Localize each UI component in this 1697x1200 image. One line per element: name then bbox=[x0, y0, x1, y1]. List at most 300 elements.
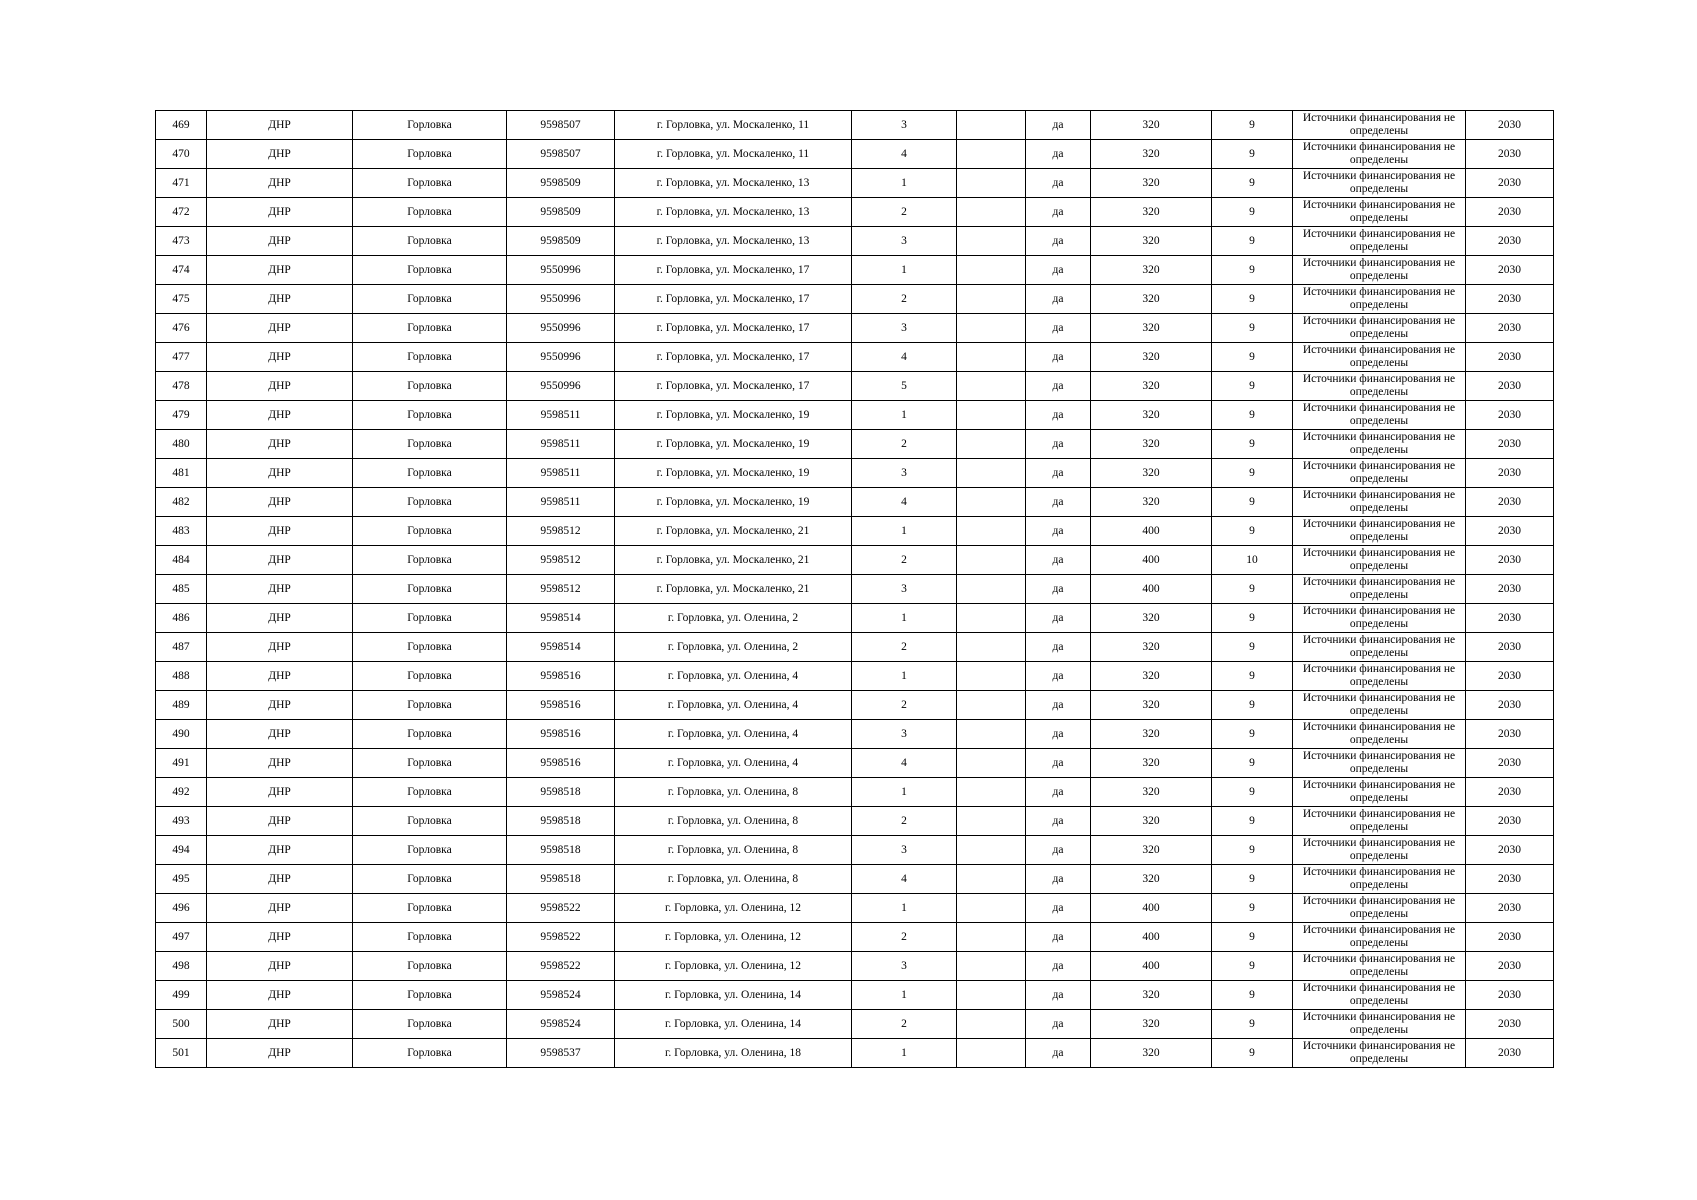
floors-cell: 9 bbox=[1212, 343, 1293, 372]
floors-cell: 10 bbox=[1212, 546, 1293, 575]
table-row bbox=[156, 198, 1554, 227]
city-cell: Горловка bbox=[353, 111, 507, 140]
building-id-cell: 9550996 bbox=[507, 343, 615, 372]
value-cell: 320 bbox=[1091, 256, 1212, 285]
entrance-cell: 1 bbox=[852, 256, 957, 285]
entrance-cell: 2 bbox=[852, 691, 957, 720]
funding-cell: Источники финансирования не определены bbox=[1293, 488, 1466, 517]
region-cell: ДНР bbox=[207, 575, 353, 604]
address-cell: г. Горловка, ул. Москаленко, 17 bbox=[615, 314, 852, 343]
table-row bbox=[156, 372, 1554, 401]
funding-cell: Источники финансирования не определены bbox=[1293, 198, 1466, 227]
entrance-cell: 1 bbox=[852, 1039, 957, 1068]
entrance-cell: 3 bbox=[852, 575, 957, 604]
year-cell: 2030 bbox=[1466, 1039, 1554, 1068]
entrance-cell: 3 bbox=[852, 952, 957, 981]
empty-cell bbox=[957, 923, 1026, 952]
empty-cell bbox=[957, 459, 1026, 488]
entrance-cell: 1 bbox=[852, 894, 957, 923]
flag-cell: да bbox=[1026, 923, 1091, 952]
table-row bbox=[156, 169, 1554, 198]
city-cell: Горловка bbox=[353, 952, 507, 981]
empty-cell bbox=[957, 314, 1026, 343]
address-cell: г. Горловка, ул. Москаленко, 19 bbox=[615, 401, 852, 430]
table-row bbox=[156, 343, 1554, 372]
floors-cell: 9 bbox=[1212, 952, 1293, 981]
table-row bbox=[156, 836, 1554, 865]
row-number-cell: 490 bbox=[156, 720, 207, 749]
flag-cell: да bbox=[1026, 488, 1091, 517]
city-cell: Горловка bbox=[353, 198, 507, 227]
row-number-cell: 475 bbox=[156, 285, 207, 314]
row-number-cell: 498 bbox=[156, 952, 207, 981]
table-body bbox=[156, 111, 1554, 1068]
region-cell: ДНР bbox=[207, 778, 353, 807]
building-id-cell: 9598524 bbox=[507, 1010, 615, 1039]
flag-cell: да bbox=[1026, 343, 1091, 372]
row-number-cell: 497 bbox=[156, 923, 207, 952]
funding-cell: Источники финансирования не определены bbox=[1293, 662, 1466, 691]
year-cell: 2030 bbox=[1466, 1010, 1554, 1039]
value-cell: 320 bbox=[1091, 285, 1212, 314]
value-cell: 320 bbox=[1091, 227, 1212, 256]
city-cell: Горловка bbox=[353, 169, 507, 198]
year-cell: 2030 bbox=[1466, 923, 1554, 952]
entrance-cell: 3 bbox=[852, 111, 957, 140]
value-cell: 400 bbox=[1091, 575, 1212, 604]
entrance-cell: 2 bbox=[852, 198, 957, 227]
entrance-cell: 4 bbox=[852, 343, 957, 372]
year-cell: 2030 bbox=[1466, 169, 1554, 198]
flag-cell: да bbox=[1026, 749, 1091, 778]
empty-cell bbox=[957, 256, 1026, 285]
funding-cell: Источники финансирования не определены bbox=[1293, 1010, 1466, 1039]
empty-cell bbox=[957, 633, 1026, 662]
flag-cell: да bbox=[1026, 720, 1091, 749]
floors-cell: 9 bbox=[1212, 981, 1293, 1010]
building-id-cell: 9598516 bbox=[507, 720, 615, 749]
funding-cell: Источники финансирования не определены bbox=[1293, 807, 1466, 836]
value-cell: 400 bbox=[1091, 546, 1212, 575]
funding-cell: Источники финансирования не определены bbox=[1293, 604, 1466, 633]
table-row bbox=[156, 575, 1554, 604]
empty-cell bbox=[957, 372, 1026, 401]
table-row bbox=[156, 459, 1554, 488]
entrance-cell: 3 bbox=[852, 227, 957, 256]
funding-cell: Источники финансирования не определены bbox=[1293, 256, 1466, 285]
region-cell: ДНР bbox=[207, 372, 353, 401]
region-cell: ДНР bbox=[207, 285, 353, 314]
floors-cell: 9 bbox=[1212, 488, 1293, 517]
table-row bbox=[156, 662, 1554, 691]
value-cell: 400 bbox=[1091, 517, 1212, 546]
table-row bbox=[156, 488, 1554, 517]
empty-cell bbox=[957, 691, 1026, 720]
value-cell: 320 bbox=[1091, 372, 1212, 401]
building-id-cell: 9598512 bbox=[507, 575, 615, 604]
funding-cell: Источники финансирования не определены bbox=[1293, 111, 1466, 140]
building-id-cell: 9598518 bbox=[507, 807, 615, 836]
value-cell: 320 bbox=[1091, 691, 1212, 720]
building-id-cell: 9598512 bbox=[507, 517, 615, 546]
funding-cell: Источники финансирования не определены bbox=[1293, 778, 1466, 807]
entrance-cell: 4 bbox=[852, 140, 957, 169]
entrance-cell: 2 bbox=[852, 430, 957, 459]
flag-cell: да bbox=[1026, 546, 1091, 575]
year-cell: 2030 bbox=[1466, 459, 1554, 488]
region-cell: ДНР bbox=[207, 1010, 353, 1039]
row-number-cell: 483 bbox=[156, 517, 207, 546]
year-cell: 2030 bbox=[1466, 836, 1554, 865]
region-cell: ДНР bbox=[207, 198, 353, 227]
table-row bbox=[156, 691, 1554, 720]
empty-cell bbox=[957, 894, 1026, 923]
row-number-cell: 500 bbox=[156, 1010, 207, 1039]
building-id-cell: 9598522 bbox=[507, 894, 615, 923]
value-cell: 320 bbox=[1091, 836, 1212, 865]
value-cell: 320 bbox=[1091, 633, 1212, 662]
city-cell: Горловка bbox=[353, 546, 507, 575]
city-cell: Горловка bbox=[353, 227, 507, 256]
year-cell: 2030 bbox=[1466, 662, 1554, 691]
funding-cell: Источники финансирования не определены bbox=[1293, 836, 1466, 865]
flag-cell: да bbox=[1026, 285, 1091, 314]
region-cell: ДНР bbox=[207, 111, 353, 140]
year-cell: 2030 bbox=[1466, 546, 1554, 575]
city-cell: Горловка bbox=[353, 865, 507, 894]
floors-cell: 9 bbox=[1212, 198, 1293, 227]
funding-cell: Источники финансирования не определены bbox=[1293, 169, 1466, 198]
building-id-cell: 9598516 bbox=[507, 662, 615, 691]
year-cell: 2030 bbox=[1466, 227, 1554, 256]
floors-cell: 9 bbox=[1212, 140, 1293, 169]
building-id-cell: 9598509 bbox=[507, 198, 615, 227]
year-cell: 2030 bbox=[1466, 633, 1554, 662]
region-cell: ДНР bbox=[207, 517, 353, 546]
value-cell: 320 bbox=[1091, 807, 1212, 836]
year-cell: 2030 bbox=[1466, 720, 1554, 749]
funding-cell: Источники финансирования не определены bbox=[1293, 401, 1466, 430]
funding-cell: Источники финансирования не определены bbox=[1293, 749, 1466, 778]
table-row bbox=[156, 546, 1554, 575]
funding-cell: Источники финансирования не определены bbox=[1293, 894, 1466, 923]
flag-cell: да bbox=[1026, 778, 1091, 807]
region-cell: ДНР bbox=[207, 894, 353, 923]
year-cell: 2030 bbox=[1466, 314, 1554, 343]
table-row bbox=[156, 923, 1554, 952]
row-number-cell: 485 bbox=[156, 575, 207, 604]
year-cell: 2030 bbox=[1466, 401, 1554, 430]
address-cell: г. Горловка, ул. Москаленко, 21 bbox=[615, 575, 852, 604]
year-cell: 2030 bbox=[1466, 517, 1554, 546]
table-row bbox=[156, 633, 1554, 662]
year-cell: 2030 bbox=[1466, 372, 1554, 401]
building-id-cell: 9598518 bbox=[507, 836, 615, 865]
year-cell: 2030 bbox=[1466, 430, 1554, 459]
value-cell: 320 bbox=[1091, 720, 1212, 749]
floors-cell: 9 bbox=[1212, 662, 1293, 691]
row-number-cell: 469 bbox=[156, 111, 207, 140]
region-cell: ДНР bbox=[207, 749, 353, 778]
floors-cell: 9 bbox=[1212, 633, 1293, 662]
funding-cell: Источники финансирования не определены bbox=[1293, 314, 1466, 343]
value-cell: 320 bbox=[1091, 662, 1212, 691]
building-id-cell: 9598511 bbox=[507, 401, 615, 430]
row-number-cell: 479 bbox=[156, 401, 207, 430]
city-cell: Горловка bbox=[353, 662, 507, 691]
row-number-cell: 501 bbox=[156, 1039, 207, 1068]
city-cell: Горловка bbox=[353, 401, 507, 430]
city-cell: Горловка bbox=[353, 459, 507, 488]
flag-cell: да bbox=[1026, 836, 1091, 865]
address-cell: г. Горловка, ул. Оленина, 4 bbox=[615, 749, 852, 778]
city-cell: Горловка bbox=[353, 807, 507, 836]
year-cell: 2030 bbox=[1466, 807, 1554, 836]
row-number-cell: 470 bbox=[156, 140, 207, 169]
table-row bbox=[156, 807, 1554, 836]
row-number-cell: 480 bbox=[156, 430, 207, 459]
flag-cell: да bbox=[1026, 198, 1091, 227]
year-cell: 2030 bbox=[1466, 140, 1554, 169]
flag-cell: да bbox=[1026, 140, 1091, 169]
entrance-cell: 2 bbox=[852, 807, 957, 836]
region-cell: ДНР bbox=[207, 662, 353, 691]
city-cell: Горловка bbox=[353, 314, 507, 343]
address-cell: г. Горловка, ул. Москаленко, 11 bbox=[615, 111, 852, 140]
floors-cell: 9 bbox=[1212, 227, 1293, 256]
floors-cell: 9 bbox=[1212, 865, 1293, 894]
year-cell: 2030 bbox=[1466, 111, 1554, 140]
building-id-cell: 9598511 bbox=[507, 430, 615, 459]
empty-cell bbox=[957, 517, 1026, 546]
empty-cell bbox=[957, 836, 1026, 865]
flag-cell: да bbox=[1026, 633, 1091, 662]
address-cell: г. Горловка, ул. Оленина, 18 bbox=[615, 1039, 852, 1068]
funding-cell: Источники финансирования не определены bbox=[1293, 691, 1466, 720]
address-cell: г. Горловка, ул. Москаленко, 17 bbox=[615, 343, 852, 372]
funding-cell: Источники финансирования не определены bbox=[1293, 285, 1466, 314]
region-cell: ДНР bbox=[207, 140, 353, 169]
building-id-cell: 9598507 bbox=[507, 111, 615, 140]
address-cell: г. Горловка, ул. Москаленко, 17 bbox=[615, 372, 852, 401]
address-cell: г. Горловка, ул. Москаленко, 19 bbox=[615, 430, 852, 459]
value-cell: 320 bbox=[1091, 749, 1212, 778]
floors-cell: 9 bbox=[1212, 691, 1293, 720]
flag-cell: да bbox=[1026, 372, 1091, 401]
region-cell: ДНР bbox=[207, 952, 353, 981]
building-id-cell: 9598511 bbox=[507, 459, 615, 488]
table-row bbox=[156, 894, 1554, 923]
floors-cell: 9 bbox=[1212, 459, 1293, 488]
city-cell: Горловка bbox=[353, 430, 507, 459]
funding-cell: Источники финансирования не определены bbox=[1293, 430, 1466, 459]
table-row bbox=[156, 952, 1554, 981]
region-cell: ДНР bbox=[207, 865, 353, 894]
funding-cell: Источники финансирования не определены bbox=[1293, 575, 1466, 604]
empty-cell bbox=[957, 343, 1026, 372]
building-id-cell: 9550996 bbox=[507, 285, 615, 314]
value-cell: 320 bbox=[1091, 778, 1212, 807]
entrance-cell: 3 bbox=[852, 836, 957, 865]
floors-cell: 9 bbox=[1212, 1039, 1293, 1068]
region-cell: ДНР bbox=[207, 343, 353, 372]
building-id-cell: 9598514 bbox=[507, 604, 615, 633]
address-cell: г. Горловка, ул. Оленина, 8 bbox=[615, 865, 852, 894]
value-cell: 320 bbox=[1091, 198, 1212, 227]
address-cell: г. Горловка, ул. Москаленко, 17 bbox=[615, 285, 852, 314]
entrance-cell: 1 bbox=[852, 981, 957, 1010]
city-cell: Горловка bbox=[353, 1039, 507, 1068]
row-number-cell: 477 bbox=[156, 343, 207, 372]
table-row bbox=[156, 1039, 1554, 1068]
address-cell: г. Горловка, ул. Москаленко, 19 bbox=[615, 459, 852, 488]
entrance-cell: 3 bbox=[852, 459, 957, 488]
region-cell: ДНР bbox=[207, 314, 353, 343]
funding-cell: Источники финансирования не определены bbox=[1293, 140, 1466, 169]
floors-cell: 9 bbox=[1212, 430, 1293, 459]
funding-cell: Источники финансирования не определены bbox=[1293, 227, 1466, 256]
row-number-cell: 482 bbox=[156, 488, 207, 517]
flag-cell: да bbox=[1026, 981, 1091, 1010]
building-id-cell: 9598509 bbox=[507, 169, 615, 198]
year-cell: 2030 bbox=[1466, 749, 1554, 778]
year-cell: 2030 bbox=[1466, 604, 1554, 633]
value-cell: 320 bbox=[1091, 981, 1212, 1010]
building-id-cell: 9598522 bbox=[507, 923, 615, 952]
flag-cell: да bbox=[1026, 952, 1091, 981]
region-cell: ДНР bbox=[207, 604, 353, 633]
region-cell: ДНР bbox=[207, 169, 353, 198]
address-cell: г. Горловка, ул. Оленина, 8 bbox=[615, 836, 852, 865]
flag-cell: да bbox=[1026, 430, 1091, 459]
address-cell: г. Горловка, ул. Москаленко, 21 bbox=[615, 517, 852, 546]
address-cell: г. Горловка, ул. Оленина, 12 bbox=[615, 923, 852, 952]
entrance-cell: 4 bbox=[852, 749, 957, 778]
year-cell: 2030 bbox=[1466, 488, 1554, 517]
entrance-cell: 2 bbox=[852, 633, 957, 662]
building-id-cell: 9550996 bbox=[507, 256, 615, 285]
region-cell: ДНР bbox=[207, 430, 353, 459]
entrance-cell: 2 bbox=[852, 1010, 957, 1039]
year-cell: 2030 bbox=[1466, 952, 1554, 981]
floors-cell: 9 bbox=[1212, 807, 1293, 836]
city-cell: Горловка bbox=[353, 1010, 507, 1039]
year-cell: 2030 bbox=[1466, 198, 1554, 227]
region-cell: ДНР bbox=[207, 401, 353, 430]
flag-cell: да bbox=[1026, 459, 1091, 488]
floors-cell: 9 bbox=[1212, 1010, 1293, 1039]
city-cell: Горловка bbox=[353, 285, 507, 314]
row-number-cell: 486 bbox=[156, 604, 207, 633]
floors-cell: 9 bbox=[1212, 749, 1293, 778]
floors-cell: 9 bbox=[1212, 285, 1293, 314]
empty-cell bbox=[957, 546, 1026, 575]
empty-cell bbox=[957, 749, 1026, 778]
address-cell: г. Горловка, ул. Оленина, 14 bbox=[615, 1010, 852, 1039]
table-row bbox=[156, 1010, 1554, 1039]
row-number-cell: 478 bbox=[156, 372, 207, 401]
city-cell: Горловка bbox=[353, 517, 507, 546]
city-cell: Горловка bbox=[353, 720, 507, 749]
table-row bbox=[156, 111, 1554, 140]
empty-cell bbox=[957, 952, 1026, 981]
entrance-cell: 2 bbox=[852, 546, 957, 575]
row-number-cell: 471 bbox=[156, 169, 207, 198]
floors-cell: 9 bbox=[1212, 372, 1293, 401]
region-cell: ДНР bbox=[207, 1039, 353, 1068]
empty-cell bbox=[957, 198, 1026, 227]
table-row bbox=[156, 749, 1554, 778]
empty-cell bbox=[957, 169, 1026, 198]
empty-cell bbox=[957, 401, 1026, 430]
building-id-cell: 9598518 bbox=[507, 778, 615, 807]
floors-cell: 9 bbox=[1212, 314, 1293, 343]
floors-cell: 9 bbox=[1212, 401, 1293, 430]
address-cell: г. Горловка, ул. Москаленко, 11 bbox=[615, 140, 852, 169]
row-number-cell: 495 bbox=[156, 865, 207, 894]
city-cell: Горловка bbox=[353, 372, 507, 401]
funding-cell: Источники финансирования не определены bbox=[1293, 343, 1466, 372]
empty-cell bbox=[957, 1010, 1026, 1039]
region-cell: ДНР bbox=[207, 459, 353, 488]
year-cell: 2030 bbox=[1466, 981, 1554, 1010]
flag-cell: да bbox=[1026, 1010, 1091, 1039]
empty-cell bbox=[957, 488, 1026, 517]
flag-cell: да bbox=[1026, 1039, 1091, 1068]
value-cell: 320 bbox=[1091, 604, 1212, 633]
empty-cell bbox=[957, 1039, 1026, 1068]
funding-cell: Источники финансирования не определены bbox=[1293, 923, 1466, 952]
table-row bbox=[156, 256, 1554, 285]
value-cell: 320 bbox=[1091, 488, 1212, 517]
flag-cell: да bbox=[1026, 227, 1091, 256]
region-cell: ДНР bbox=[207, 981, 353, 1010]
row-number-cell: 484 bbox=[156, 546, 207, 575]
flag-cell: да bbox=[1026, 111, 1091, 140]
table-row bbox=[156, 778, 1554, 807]
address-cell: г. Горловка, ул. Москаленко, 13 bbox=[615, 227, 852, 256]
housing-registry-table bbox=[155, 110, 1554, 1068]
funding-cell: Источники финансирования не определены bbox=[1293, 546, 1466, 575]
address-cell: г. Горловка, ул. Москаленко, 19 bbox=[615, 488, 852, 517]
funding-cell: Источники финансирования не определены bbox=[1293, 952, 1466, 981]
building-id-cell: 9598524 bbox=[507, 981, 615, 1010]
table-row bbox=[156, 604, 1554, 633]
table-row bbox=[156, 401, 1554, 430]
region-cell: ДНР bbox=[207, 807, 353, 836]
value-cell: 320 bbox=[1091, 430, 1212, 459]
region-cell: ДНР bbox=[207, 256, 353, 285]
floors-cell: 9 bbox=[1212, 517, 1293, 546]
row-number-cell: 487 bbox=[156, 633, 207, 662]
table-row bbox=[156, 285, 1554, 314]
year-cell: 2030 bbox=[1466, 256, 1554, 285]
entrance-cell: 1 bbox=[852, 778, 957, 807]
value-cell: 400 bbox=[1091, 952, 1212, 981]
row-number-cell: 481 bbox=[156, 459, 207, 488]
address-cell: г. Горловка, ул. Оленина, 4 bbox=[615, 691, 852, 720]
funding-cell: Источники финансирования не определены bbox=[1293, 1039, 1466, 1068]
entrance-cell: 2 bbox=[852, 923, 957, 952]
funding-cell: Источники финансирования не определены bbox=[1293, 517, 1466, 546]
row-number-cell: 496 bbox=[156, 894, 207, 923]
funding-cell: Источники финансирования не определены bbox=[1293, 865, 1466, 894]
table-row bbox=[156, 430, 1554, 459]
empty-cell bbox=[957, 575, 1026, 604]
empty-cell bbox=[957, 227, 1026, 256]
city-cell: Горловка bbox=[353, 836, 507, 865]
address-cell: г. Горловка, ул. Оленина, 8 bbox=[615, 807, 852, 836]
